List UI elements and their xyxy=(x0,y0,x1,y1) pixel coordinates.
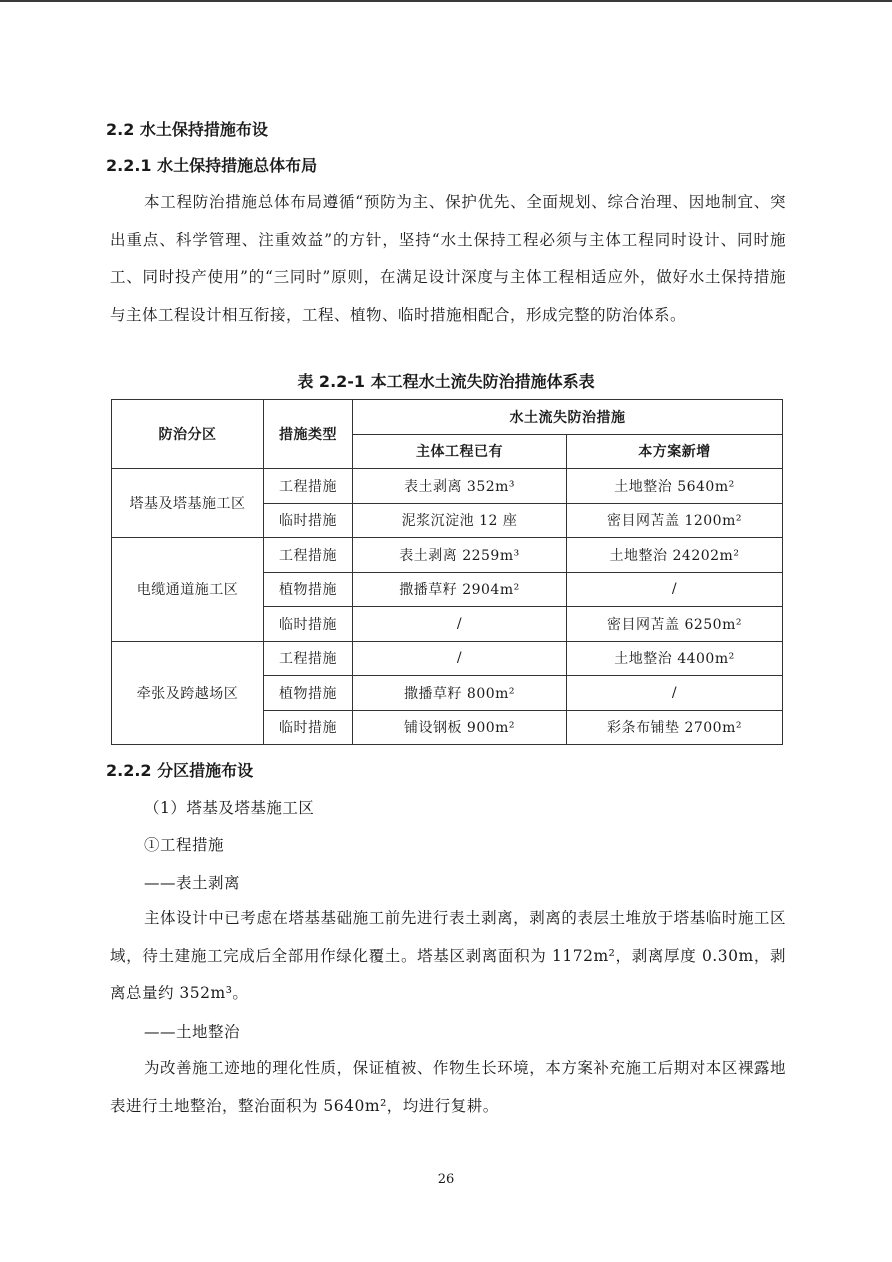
existing-cell: 撒播草籽 2904m² xyxy=(353,572,567,607)
type-cell: 植物措施 xyxy=(264,572,353,607)
type-cell: 临时措施 xyxy=(264,503,353,538)
zone-cell: 电缆通道施工区 xyxy=(112,538,264,642)
added-cell: / xyxy=(567,676,783,711)
intro-paragraph: 本工程防治措施总体布局遵循“预防为主、保护优先、全面规划、综合治理、因地制宜、突出重点、科学管理、注重效益”的方针，坚持“水土保持工程必须与主体工程同时设计、同时施工、同时投产使用”的“三同时”原则，在满足设计深度与主体工程相适应外，做好水土保持措施与主体工程设计相互衔接，工程、植物、临时措施相配合，形成完整的防治体系。 xyxy=(110,193,786,324)
measures-table xyxy=(111,399,783,745)
type-cell: 植物措施 xyxy=(264,676,353,711)
topsoil-paragraph: 主体设计中已考虑在塔基基础施工前先进行表土剥离，剥离的表层土堆放于塔基临时施工区域，待土建施工完成后全部用作绿化覆土。塔基区剥离面积为 1172m²，剥离厚度 0.30m，剥离总量约 352m³。 xyxy=(110,909,786,1002)
type-cell: 工程措施 xyxy=(264,538,353,573)
existing-cell: / xyxy=(353,641,567,676)
zone-cell: 塔基及塔基施工区 xyxy=(112,469,264,538)
top-border-rule xyxy=(0,0,892,2)
table-caption: 表 2.2-1 本工程水土流失防治措施体系表 xyxy=(297,372,595,391)
existing-cell: 铺设钢板 900m² xyxy=(353,710,567,745)
header-existing: 主体工程已有 xyxy=(353,434,567,469)
type-cell: 工程措施 xyxy=(264,469,353,504)
header-added: 本方案新增 xyxy=(567,434,783,469)
item-topsoil-stripping: ——表土剥离 xyxy=(144,874,241,892)
existing-cell: 表土剥离 352m³ xyxy=(353,469,567,504)
page-number: 26 xyxy=(437,1172,455,1187)
added-cell: 彩条布铺垫 2700m² xyxy=(567,710,783,745)
table-row xyxy=(112,469,783,504)
item-engineering-measures: ①工程措施 xyxy=(144,836,225,854)
subsection-heading-zone-measures: 2.2.2 分区措施布设 xyxy=(106,761,254,780)
added-cell: 密目网苫盖 6250m² xyxy=(567,607,783,642)
table-row xyxy=(112,641,783,676)
land-rehab-paragraph: 为改善施工迹地的理化性质，保证植被、作物生长环境，本方案补充施工后期对本区裸露地表进行土地整治，整治面积为 5640m²，均进行复耕。 xyxy=(110,1059,786,1115)
type-cell: 工程措施 xyxy=(264,641,353,676)
item-land-rehabilitation: ——土地整治 xyxy=(144,1023,241,1041)
added-cell: 土地整治 5640m² xyxy=(567,469,783,504)
header-type: 措施类型 xyxy=(264,400,353,469)
existing-cell: / xyxy=(353,607,567,642)
header-measures: 水土流失防治措施 xyxy=(353,400,783,435)
type-cell: 临时措施 xyxy=(264,710,353,745)
section-heading: 2.2 水土保持措施布设 xyxy=(106,120,268,139)
subsection-heading-overall-layout: 2.2.1 水土保持措施总体布局 xyxy=(106,156,318,175)
added-cell: 土地整治 4400m² xyxy=(567,641,783,676)
added-cell: 密目网苫盖 1200m² xyxy=(567,503,783,538)
header-zone: 防治分区 xyxy=(112,400,264,469)
added-cell: / xyxy=(567,572,783,607)
type-cell: 临时措施 xyxy=(264,607,353,642)
added-cell: 土地整治 24202m² xyxy=(567,538,783,573)
existing-cell: 撒播草籽 800m² xyxy=(353,676,567,711)
table-row xyxy=(112,538,783,573)
existing-cell: 表土剥离 2259m³ xyxy=(353,538,567,573)
item-tower-zone: （1）塔基及塔基施工区 xyxy=(144,799,315,817)
zone-cell: 牵张及跨越场区 xyxy=(112,641,264,745)
existing-cell: 泥浆沉淀池 12 座 xyxy=(353,503,567,538)
